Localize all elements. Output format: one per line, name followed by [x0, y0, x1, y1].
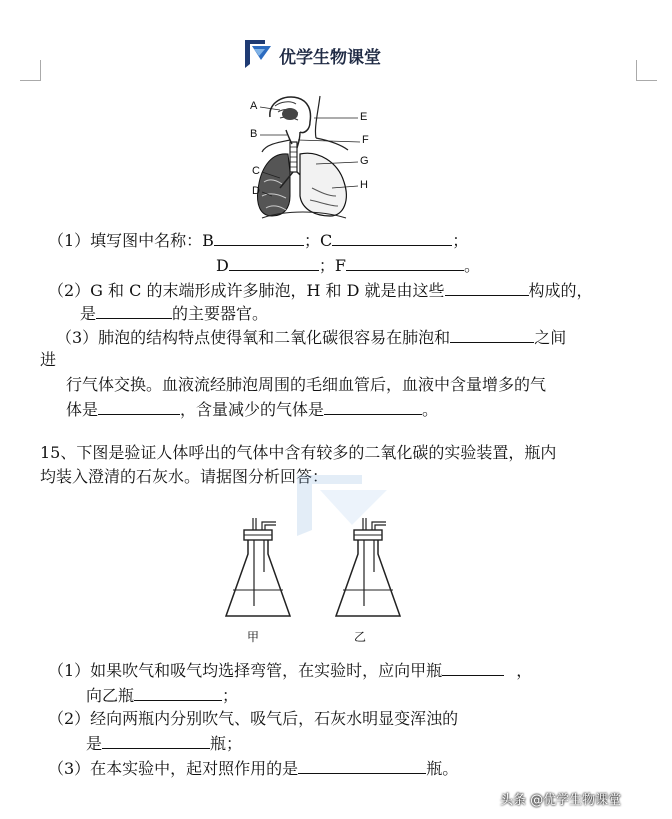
answer-blank-control-bottle[interactable]	[298, 757, 426, 774]
q15-part1-line1: （1）如果吹气和吸气均选择弯管，在实验时，应向甲瓶 ，	[48, 661, 533, 680]
flask-jia	[226, 518, 290, 616]
brand-name: 优学生物课堂	[279, 48, 381, 68]
q14-part3-line2: 进	[40, 350, 57, 369]
q15-part2-line1: （2）经向两瓶内分别吹气、吸气后，石灰水明显变浑浊的	[48, 709, 459, 728]
flask-yi	[336, 518, 400, 616]
flask-label-yi: 乙	[354, 630, 367, 644]
q14-part2-line2: 是 的主要器官。	[80, 304, 269, 323]
flask-label-jia: 甲	[247, 630, 260, 644]
answer-blank-yi-action[interactable]	[134, 684, 222, 701]
q15-intro-line2: 均装入澄清的石灰水。请据图分析回答：	[40, 467, 329, 486]
answer-blank-jia-action[interactable]	[442, 659, 504, 676]
figure-label-c: C	[252, 165, 260, 177]
answer-blank-turbid-bottle[interactable]	[102, 732, 210, 749]
q14-part2-line1: （2）G 和 C 的末端形成许多肺泡，H 和 D 就是由这些 构成的，	[48, 281, 593, 300]
figure-label-h: H	[360, 179, 368, 191]
q14-part3-line4: 体是 ，含量减少的气体是 。	[66, 400, 439, 419]
q15-part2-line2: 是 瓶；	[86, 734, 243, 753]
q14-part1-line1: （1）填写图中名称：B ；C ；	[48, 231, 469, 250]
figure-label-a: A	[250, 100, 258, 112]
answer-blank-d[interactable]	[229, 254, 319, 271]
figure-label-b: B	[250, 128, 258, 140]
answer-blank-c[interactable]	[332, 229, 452, 246]
figure-label-f: F	[362, 134, 369, 146]
q15-part3: （3）在本实验中，起对照作用的是 瓶。	[48, 759, 459, 778]
answer-blank-gas-increase[interactable]	[98, 398, 180, 415]
figure-label-d: D	[252, 185, 260, 197]
answer-blank-f[interactable]	[346, 254, 464, 271]
answer-blank-exchange-site[interactable]	[450, 326, 534, 343]
figure-label-e: E	[360, 111, 368, 123]
q15-intro-line1: 15、下图是验证人体呼出的气体中含有较多的二氧化碳的实验装置，瓶内	[40, 443, 557, 462]
figure-label-g: G	[360, 155, 369, 167]
q14-part3-line1: （3）肺泡的结构特点使得氧和二氧化碳很容易在肺泡和 之间	[56, 328, 567, 347]
answer-blank-b[interactable]	[214, 229, 304, 246]
platform-watermark: 头条 @优学生物课堂	[500, 793, 622, 808]
q15-part1-line2: 向乙瓶 ；	[86, 686, 239, 705]
answer-blank-organ-function[interactable]	[96, 302, 172, 319]
q14-part1-line2: D ；F 。	[216, 256, 480, 275]
answer-blank-gas-decrease[interactable]	[324, 398, 422, 415]
q14-part3-line3: 行气体交换。血液流经肺泡周围的毛细血管后，血液中含量增多的气	[66, 375, 547, 394]
answer-blank-structure[interactable]	[445, 279, 529, 296]
flask-apparatus-figure	[220, 516, 420, 632]
